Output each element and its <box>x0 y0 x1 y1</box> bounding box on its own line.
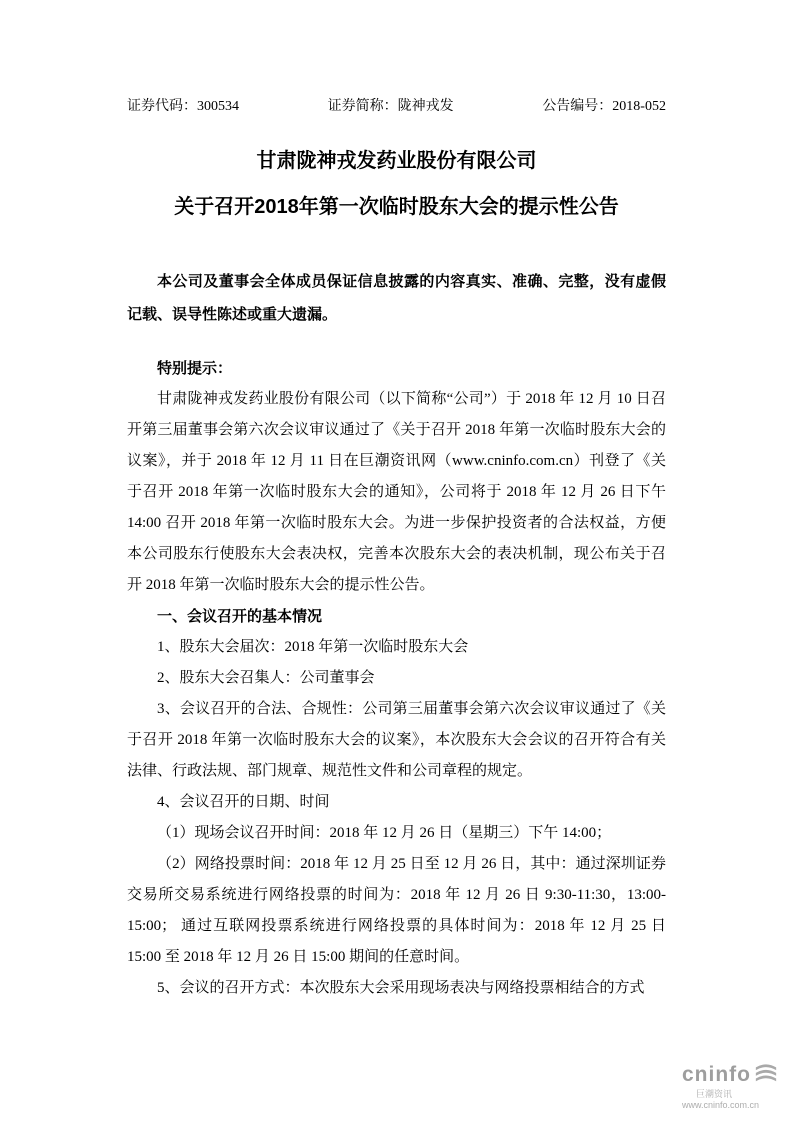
cninfo-brand-row <box>682 1060 778 1089</box>
declaration-paragraph: 本公司及董事会全体成员保证信息披露的内容真实、准确、完整，没有虚假记载、误导性陈述或重大遗漏。 <box>127 273 666 323</box>
special-tip-label: 特别提示： <box>157 360 233 377</box>
cninfo-url: www.cninfo.com.cn <box>682 1099 760 1110</box>
announcement-number: 公告编号：2018-052 <box>542 99 666 114</box>
company-name-title: 甘肃陇神戎发药业股份有限公司 <box>256 150 537 172</box>
stock-short-name: 证券简称：陇神戎发 <box>327 99 454 114</box>
item-convener: 2、股东大会召集人：公司董事会 <box>157 670 375 686</box>
cninfo-chinese-name: 巨潮资讯 <box>696 1089 733 1100</box>
section1-heading: 一、会议召开的基本情况 <box>157 608 323 625</box>
document-header <box>127 95 666 115</box>
item-legality: 3、会议召开的合法、合规性：公司第三届董事会第六次会议审议通过了《关于召开 2018 年第一次临时股东大会的议案》，本次股东大会会议的召开符合有关法律、行政法规、部门规章、规范性文件和公司章程的规定。 <box>127 701 666 779</box>
item-online-voting-time: （2）网络投票时间：2018 年 12 月 25 日至 12 月 26 日，其中：通过深圳证券交易所交易系统进行网络投票的时间为：2018 年 12 月 26 日 9:30-11:30，13:00-15:00； 通过互联网投票系统进行网络投票的具体时间为：2018 年 12 月 25 日 15:00 至 2018 年 12 月 26 日 15:00 期间的任意时间。 <box>127 856 666 965</box>
cninfo-watermark <box>682 1060 778 1110</box>
item-meeting-session: 1、股东大会届次：2018 年第一次临时股东大会 <box>157 639 469 655</box>
cninfo-logo-icon <box>754 1060 778 1089</box>
intro-paragraph: 甘肃陇神戎发药业股份有限公司（以下简称“公司”）于 2018 年 12 月 10 日召开第三届董事会第六次会议审议通过了《关于召开 2018 年第一次临时股东大会的议案》，并于 2018 年 12 月 11 日在巨潮资讯网（www.cninfo.com.cn）刊登了《关于召开 2018 年第一次临时股东大会的通知》，公司将于 2018 年 12 月 26 日下午 14:00 召开 2018 年第一次临时股东大会。为进一步保护投资者的合法权益，方便本公司股东行使股东大会表决权，完善本次股东大会的表决机制，现公布关于召开 2018 年第一次临时股东大会的提示性公告。 <box>127 391 666 593</box>
announcement-title: 关于召开2018年第一次临时股东大会的提示性公告 <box>174 196 619 218</box>
item-onsite-meeting-time: （1）现场会议召开时间：2018 年 12 月 26 日（星期三）下午 14:00； <box>157 825 612 841</box>
item-date-time: 4、会议召开的日期、时间 <box>157 794 330 810</box>
item-meeting-method: 5、会议的召开方式：本次股东大会采用现场表决与网络投票相结合的方式 <box>157 980 645 996</box>
cninfo-brand-text: cninfo <box>682 1062 751 1086</box>
stock-code: 证券代码：300534 <box>127 99 239 114</box>
